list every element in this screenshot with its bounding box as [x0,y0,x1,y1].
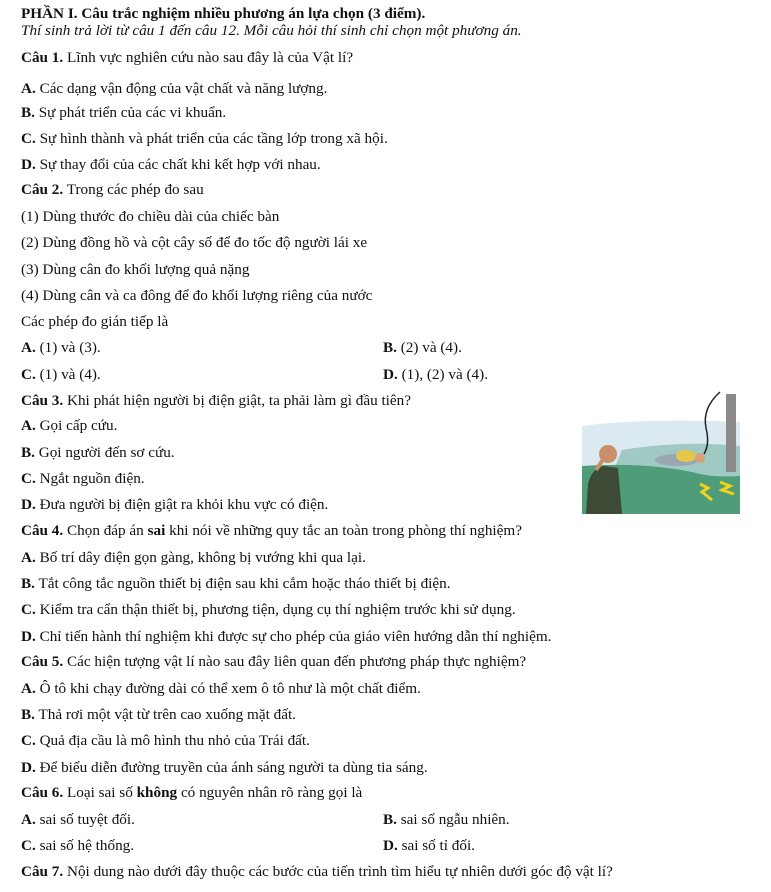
option-text: Kiểm tra cẩn thận thiết bị, phương tiện, dụng cụ thí nghiệm trước khi sử dụng. [35,601,516,618]
option-label: B. [21,575,35,592]
section-title: PHẦN I. Câu trắc nghiệm nhiều phương án lựa chọn (3 điểm). [21,5,426,22]
question-number: Câu 3. [21,392,64,409]
question-number: Câu 7. [21,863,64,880]
option-label: A. [21,680,36,697]
option-label: A. [21,811,36,828]
option-label: B. [21,104,35,121]
victim-head [695,453,705,463]
question-2 [21,180,204,199]
option-label: C. [21,130,36,147]
electric-pole [726,394,736,472]
option-text: Chỉ tiến hành thí nghiệm khi được sự cho phép của giáo viên hướng dẫn thí nghiệm. [35,628,552,645]
q5-option-c [21,731,310,750]
q6-option-b [383,810,510,829]
question-number: Câu 6. [21,784,64,801]
option-text: Để biểu diễn đường truyền của ánh sáng người ta dùng tia sáng. [35,759,428,776]
option-text: Bố trí dây điện gọn gàng, không bị vướng khi qua lại. [35,549,366,566]
section-instruction: Thí sinh trả lời từ câu 1 đến câu 12. Mỗi câu hỏi thí sinh chỉ chọn một phương án. [21,22,522,39]
q3-option-d [21,495,328,514]
q4-option-d [21,627,551,646]
q2-item-1: (1) Dùng thước đo chiều dài của chiếc bàn [21,208,280,225]
q2-item-3: (3) Dùng cân đo khối lượng quả nặng [21,261,250,278]
q2-option-d [383,365,488,384]
option-text: Đưa người bị điện giật ra khỏi khu vực có điện. [35,496,329,513]
q5-option-d [21,758,428,777]
q3-option-a [21,416,117,435]
q6-option-a [21,810,135,829]
question-text: Trong các phép đo sau [63,181,204,198]
option-text: Quả địa cầu là mô hình thu nhỏ của Trái đất. [35,732,310,749]
option-text: (2) và (4). [396,339,462,356]
q4-option-b [21,574,451,593]
q4-option-c [21,600,516,619]
option-label: A. [21,339,36,356]
option-label: D. [21,156,36,173]
q5-option-a [21,679,421,698]
q6-option-c [21,836,134,855]
option-text: Các dạng vận động của vật chất và năng lượng. [35,80,328,97]
option-text: Sự hình thành và phát triển của các tầng lớp trong xã hội. [35,130,388,147]
question-6 [21,783,362,802]
option-label: D. [21,628,36,645]
victim-shirt [676,450,696,462]
option-label: D. [21,759,36,776]
question-number: Câu 5. [21,653,64,670]
q2-stem: Các phép đo gián tiếp là [21,313,169,330]
option-label: A. [21,80,36,97]
option-text: sai số tỉ đối. [397,837,475,854]
q3-option-c [21,469,145,488]
question-3 [21,391,411,410]
question-text: khi nói về những quy tắc an toàn trong phòng thí nghiệm? [165,522,522,539]
question-5 [21,652,526,671]
question-7 [21,862,613,881]
q1-option-d [21,155,321,174]
option-label: C. [21,366,36,383]
option-label: C. [21,837,36,854]
option-label: C. [21,470,36,487]
option-label: B. [21,706,35,723]
q1-option-c [21,129,388,148]
option-text: Ngắt nguồn điện. [35,470,145,487]
question-text: Loại sai số [63,784,137,801]
question-number: Câu 4. [21,522,64,539]
q2-item-2: (2) Dùng đồng hồ và cột cây số để đo tốc độ người lái xe [21,234,368,251]
q2-option-b [383,338,462,357]
question-1 [21,48,353,67]
option-text: Sự thay đổi của các chất khi kết hợp với nhau. [35,156,321,173]
option-text: Ô tô khi chạy đường dài có thể xem ô tô như là một chất điểm. [35,680,421,697]
option-text: Gọi người đến sơ cứu. [34,444,175,461]
q6-option-d [383,836,475,855]
question-text: Các hiện tượng vật lí nào sau đây liên quan đến phương pháp thực nghiệm? [63,653,527,670]
option-label: B. [383,339,397,356]
q2-item-4: (4) Dùng cân và ca đông để đo khối lượng riêng của nước [21,287,373,304]
question-text: Lĩnh vực nghiên cứu nào sau đây là của Vật lí? [63,49,354,66]
q5-option-b [21,705,296,724]
question-text: Nội dung nào dưới đây thuộc các bước của tiến trình tìm hiểu tự nhiên dưới góc độ vật lí? [63,863,613,880]
option-label: D. [383,837,398,854]
option-label: A. [21,417,36,434]
question-text: Chọn đáp án [63,522,148,539]
option-label: B. [383,811,397,828]
q4-option-a [21,548,366,567]
option-text: Sự phát triển của các vi khuẩn. [34,104,227,121]
option-text: (1), (2) và (4). [397,366,489,383]
option-label: B. [21,444,35,461]
question-4 [21,521,522,540]
electric-shock-illustration [582,388,740,514]
q2-option-a [21,338,101,357]
option-label: D. [21,496,36,513]
option-text: Gọi cấp cứu. [35,417,118,434]
question-text: có nguyên nhân rõ ràng gọi là [177,784,363,801]
question-emphasis: sai [147,522,166,539]
q1-option-a [21,79,327,98]
question-number: Câu 1. [21,49,64,66]
option-text: Tắt công tắc nguồn thiết bị điện sau khi cắm hoặc tháo thiết bị điện. [34,575,451,592]
option-text: sai số tuyệt đối. [35,811,135,828]
q2-option-c [21,365,101,384]
option-label: C. [21,732,36,749]
option-label: A. [21,549,36,566]
option-text: sai số hệ thống. [35,837,135,854]
option-text: Thả rơi một vật từ trên cao xuống mặt đất. [34,706,296,723]
question-text: Khi phát hiện người bị điện giật, ta phải làm gì đầu tiên? [63,392,411,409]
question-emphasis: không [136,784,178,801]
option-label: D. [383,366,398,383]
question-number: Câu 2. [21,181,64,198]
option-text: (1) và (3). [35,339,101,356]
option-label: C. [21,601,36,618]
option-text: sai số ngẫu nhiên. [396,811,510,828]
option-text: (1) và (4). [35,366,101,383]
q3-option-b [21,443,175,462]
q1-option-b [21,103,226,122]
